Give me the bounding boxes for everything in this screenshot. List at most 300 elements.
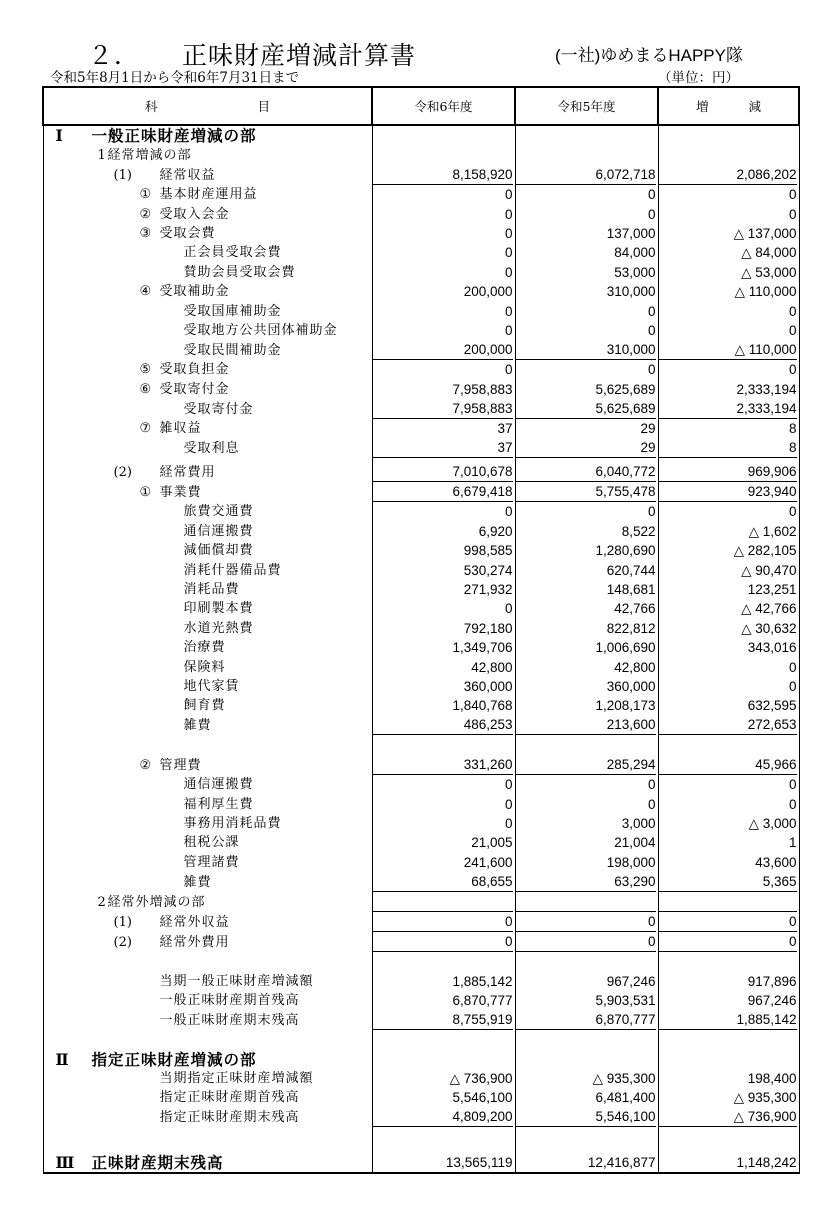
row-label: 雑費 — [184, 716, 372, 735]
row-marker: ⑤ — [139, 362, 152, 378]
difference-value — [658, 755, 799, 775]
difference-value — [658, 912, 799, 932]
difference-value — [658, 502, 799, 521]
row-label-cell — [43, 912, 372, 932]
amount: 45,966 — [659, 755, 797, 775]
amount: 21,004 — [614, 835, 656, 851]
previous-year-value — [515, 833, 658, 852]
current-year-value — [372, 892, 515, 912]
table-row — [43, 458, 799, 482]
table-row — [43, 204, 799, 223]
row-label: 福利厚生費 — [183, 796, 254, 812]
table-row — [43, 165, 799, 185]
amount: △ 110,000 — [734, 284, 797, 300]
current-year-value — [372, 1049, 515, 1068]
row-label-cell — [43, 833, 372, 852]
amount — [516, 126, 656, 145]
amount: 6,679,418 — [373, 482, 513, 502]
table-row — [43, 224, 799, 243]
row-label-cell — [43, 1127, 372, 1146]
row-label: 消耗品費 — [183, 582, 240, 598]
row-label: 事務用消耗品費 — [183, 815, 282, 831]
current-year-value — [372, 125, 515, 145]
difference-value — [658, 482, 799, 502]
current-year-value — [372, 599, 515, 618]
difference-value — [658, 1030, 799, 1049]
difference-value — [658, 852, 799, 871]
row-label: 受取民間補助金 — [184, 341, 372, 360]
amount: 0 — [659, 932, 797, 952]
title-text: 正味財産増減計算書 — [182, 41, 417, 70]
amount: 0 — [788, 777, 797, 793]
row-label: 受取入会金 — [159, 206, 230, 222]
row-label-cell — [43, 892, 372, 912]
previous-year-value — [515, 379, 658, 398]
row-label-cell — [43, 282, 372, 301]
table-row — [43, 502, 799, 521]
row-marker: ⑥ — [139, 381, 152, 397]
amount: 0 — [659, 912, 797, 932]
previous-year-value — [515, 580, 658, 599]
difference-value — [658, 657, 799, 676]
amount — [516, 1050, 656, 1069]
current-year-value — [372, 224, 515, 243]
current-year-value — [372, 560, 515, 579]
amount — [659, 1128, 797, 1147]
current-year-value — [372, 262, 515, 281]
table-row — [43, 301, 799, 320]
current-year-value — [372, 1069, 515, 1088]
amount: 0 — [504, 225, 513, 241]
row-label-cell — [43, 243, 372, 262]
previous-year-value — [515, 932, 658, 952]
row-label: 一般正味財産増減の部 — [91, 126, 257, 146]
row-label: 減価償却費 — [183, 543, 254, 559]
amount: 0 — [788, 796, 797, 812]
amount: 200,000 — [463, 284, 513, 300]
previous-year-value — [515, 204, 658, 223]
amount: 360,000 — [606, 678, 656, 694]
row-label: 消耗什器備品費 — [183, 562, 282, 578]
amount: 200,000 — [373, 340, 513, 360]
difference-value — [658, 1069, 799, 1088]
amount: 1,280,690 — [595, 543, 656, 559]
amount: △ 736,900 — [659, 1107, 797, 1127]
row-label-cell — [43, 458, 372, 482]
amount: 0 — [504, 245, 513, 261]
table-row — [43, 185, 799, 204]
table-row — [43, 715, 799, 735]
row-label-cell — [43, 775, 372, 794]
amount: 42,766 — [614, 601, 656, 617]
previous-year-value — [515, 775, 658, 794]
row-marker: ② — [139, 757, 152, 773]
amount: 29 — [640, 421, 656, 437]
amount: 68,655 — [373, 872, 513, 892]
row-marker: 2 — [97, 894, 106, 910]
previous-year-value — [515, 1010, 658, 1030]
amount: 123,251 — [747, 582, 797, 598]
amount: △ 110,000 — [659, 340, 797, 360]
amount: 0 — [788, 187, 797, 203]
table-row — [43, 892, 799, 912]
current-year-value — [372, 932, 515, 952]
row-label: 指定正味財産期末残高 — [160, 1108, 372, 1127]
amount — [373, 1030, 513, 1049]
table-row — [43, 872, 799, 892]
previous-year-value — [515, 438, 658, 458]
current-year-value — [372, 677, 515, 696]
table-row — [43, 833, 799, 852]
unit-label: （単位：円） — [658, 70, 739, 86]
amount: 0 — [504, 601, 513, 617]
previous-year-value — [515, 165, 658, 185]
row-marker: Ⅰ — [55, 126, 63, 146]
amount: 2,086,202 — [659, 165, 797, 185]
row-label: 管理費 — [136, 756, 372, 775]
amount: 0 — [647, 322, 656, 338]
amount: △ 3,000 — [748, 815, 797, 831]
statement-table — [42, 86, 800, 1174]
table-row — [43, 1107, 799, 1127]
previous-year-value — [515, 419, 658, 438]
amount: 1,148,242 — [736, 1154, 797, 1170]
difference-value — [658, 1088, 799, 1107]
current-year-value — [372, 145, 515, 164]
amount: 6,072,718 — [516, 165, 656, 185]
previous-year-value — [515, 321, 658, 340]
previous-year-value — [515, 715, 658, 735]
amount: 2,333,194 — [736, 381, 797, 397]
amount: △ 90,470 — [741, 562, 797, 578]
amount: 917,896 — [747, 973, 797, 989]
previous-year-value — [515, 952, 658, 971]
amount: 7,010,678 — [373, 462, 513, 482]
previous-year-value — [515, 892, 658, 912]
previous-year-value — [515, 145, 658, 164]
amount: 6,481,400 — [595, 1090, 656, 1106]
difference-value — [658, 321, 799, 340]
difference-value — [658, 1147, 799, 1173]
amount: △ 935,300 — [592, 1071, 656, 1087]
row-label-cell — [43, 541, 372, 560]
row-label: 当期指定正味財産増減額 — [159, 1071, 314, 1087]
row-label-cell — [43, 185, 372, 204]
previous-year-value — [515, 185, 658, 204]
amount: 29 — [516, 438, 656, 458]
header-previous-year: 令和5年度 — [515, 87, 658, 125]
amount: 0 — [788, 659, 797, 675]
amount: 7,958,883 — [373, 399, 513, 419]
current-year-value — [372, 419, 515, 438]
amount: 6,870,777 — [516, 1010, 656, 1030]
current-year-value — [372, 735, 515, 754]
previous-year-value — [515, 1127, 658, 1146]
current-year-value — [372, 618, 515, 637]
row-label-cell — [43, 952, 372, 971]
table-row — [43, 243, 799, 262]
amount: 792,180 — [463, 620, 513, 636]
amount: 3,000 — [621, 815, 656, 831]
amount: 13,565,119 — [445, 1154, 513, 1170]
amount: 0 — [788, 678, 797, 694]
row-marker: ① — [139, 485, 152, 501]
row-marker: (2) — [113, 934, 132, 950]
table-row — [43, 145, 799, 164]
current-year-value — [372, 1147, 515, 1173]
previous-year-value — [515, 599, 658, 618]
amount: 343,016 — [747, 640, 797, 656]
amount — [659, 1050, 797, 1069]
amount — [659, 736, 797, 755]
amount: 0 — [504, 362, 513, 378]
row-marker: (2) — [113, 465, 132, 481]
difference-value — [658, 775, 799, 794]
table-row — [43, 1127, 799, 1146]
current-year-value — [372, 360, 515, 379]
row-label-cell — [43, 715, 372, 735]
row-label: 正味財産期末残高 — [91, 1152, 224, 1172]
row-label-cell — [43, 794, 372, 813]
previous-year-value — [515, 360, 658, 379]
table-row — [43, 852, 799, 871]
amount: 213,600 — [516, 715, 656, 735]
amount: 632,595 — [747, 698, 797, 714]
table-row — [43, 912, 799, 932]
amount: 0 — [504, 322, 513, 338]
table-row — [43, 521, 799, 540]
row-label-cell — [43, 340, 372, 360]
amount: △ 53,000 — [741, 264, 797, 280]
row-label-cell — [43, 1030, 372, 1049]
amount: 310,000 — [516, 340, 656, 360]
row-label-cell — [43, 1147, 372, 1173]
previous-year-value — [515, 618, 658, 637]
amount: 0 — [647, 303, 656, 319]
amount: 0 — [647, 796, 656, 812]
current-year-value — [372, 657, 515, 676]
amount: 0 — [647, 362, 656, 378]
amount: 12,416,877 — [587, 1154, 656, 1170]
amount: 8,755,919 — [373, 1010, 513, 1030]
amount — [373, 126, 513, 145]
previous-year-value — [515, 560, 658, 579]
row-label: 印刷製本費 — [183, 601, 254, 617]
row-label-cell — [43, 814, 372, 833]
amount: 0 — [647, 777, 656, 793]
amount: 0 — [504, 504, 513, 520]
amount: 0 — [647, 504, 656, 520]
row-label: 受取国庫補助金 — [183, 303, 282, 319]
amount — [373, 146, 513, 165]
row-label-cell — [43, 560, 372, 579]
difference-value — [658, 618, 799, 637]
amount: 241,600 — [463, 854, 513, 870]
table-row — [43, 794, 799, 813]
amount: 84,000 — [614, 245, 656, 261]
row-label: 事業費 — [136, 483, 372, 502]
row-label-cell — [43, 482, 372, 502]
amount: 0 — [504, 777, 513, 793]
amount: 0 — [373, 912, 513, 932]
current-year-value — [372, 794, 515, 813]
row-label: 経常増減の部 — [107, 147, 192, 163]
table-row — [43, 379, 799, 398]
row-marker: ④ — [139, 284, 152, 300]
header-item: 科 目 — [43, 87, 372, 125]
previous-year-value — [515, 1030, 658, 1049]
previous-year-value — [515, 521, 658, 540]
difference-value — [658, 438, 799, 458]
difference-value — [658, 282, 799, 301]
amount: 822,812 — [606, 620, 656, 636]
table-row — [43, 340, 799, 360]
row-label: 治療費 — [183, 640, 226, 656]
row-label: 通信運搬費 — [183, 523, 254, 539]
table-header-row — [43, 87, 799, 125]
difference-value — [658, 794, 799, 813]
row-label-cell — [43, 1049, 372, 1068]
amount: 148,681 — [606, 582, 656, 598]
row-label: 保険料 — [183, 659, 226, 675]
previous-year-value — [515, 301, 658, 320]
row-label-cell — [43, 125, 372, 145]
row-label-cell — [43, 755, 372, 775]
amount: 0 — [788, 362, 797, 378]
amount: 37 — [497, 421, 513, 437]
previous-year-value — [515, 340, 658, 360]
amount — [659, 952, 797, 971]
amount: 6,920 — [478, 523, 513, 539]
table-row — [43, 696, 799, 715]
table-row — [43, 541, 799, 560]
row-label-cell — [43, 677, 372, 696]
previous-year-value — [515, 482, 658, 502]
amount: △ 1,602 — [748, 523, 797, 539]
row-label-cell — [43, 399, 372, 419]
row-label-cell — [43, 165, 372, 185]
title-number: ２． — [88, 41, 141, 70]
current-year-value — [372, 502, 515, 521]
amount — [373, 892, 513, 912]
amount: 5,625,689 — [595, 381, 656, 397]
row-label: 受取寄付金 — [159, 381, 230, 397]
amount: 1,349,706 — [452, 640, 513, 656]
row-marker: ② — [139, 206, 152, 222]
row-label-cell — [43, 638, 372, 657]
table-row — [43, 775, 799, 794]
row-label: 経常外収益 — [110, 913, 372, 932]
table-row — [43, 321, 799, 340]
amount: 42,800 — [614, 659, 656, 675]
row-label-cell — [43, 1107, 372, 1127]
row-marker: Ⅲ — [55, 1152, 75, 1172]
header-difference: 増 減 — [658, 87, 799, 125]
current-year-value — [372, 1107, 515, 1127]
table-row — [43, 638, 799, 657]
row-label: 受取会費 — [159, 225, 216, 241]
row-label-cell — [43, 696, 372, 715]
amount: 0 — [788, 322, 797, 338]
previous-year-value — [515, 852, 658, 871]
amount — [373, 1128, 513, 1147]
amount: 5,546,100 — [452, 1090, 513, 1106]
amount: 0 — [504, 264, 513, 280]
row-label: 賛助会員受取会費 — [183, 264, 296, 280]
difference-value — [658, 952, 799, 971]
difference-value — [658, 1010, 799, 1030]
table-row — [43, 282, 799, 301]
current-year-value — [372, 775, 515, 794]
previous-year-value — [515, 125, 658, 145]
row-label-cell — [43, 580, 372, 599]
amount: 923,940 — [659, 482, 797, 502]
row-label-cell — [43, 204, 372, 223]
amount — [659, 146, 797, 165]
difference-value — [658, 419, 799, 438]
amount: △ 137,000 — [733, 225, 797, 241]
current-year-value — [372, 321, 515, 340]
table-row — [43, 814, 799, 833]
row-label-cell — [43, 224, 372, 243]
amount: 4,809,200 — [373, 1107, 513, 1127]
current-year-value — [372, 755, 515, 775]
amount: 0 — [788, 206, 797, 222]
table-row — [43, 677, 799, 696]
amount: 8 — [788, 421, 797, 437]
table-row — [43, 735, 799, 754]
row-label-cell — [43, 932, 372, 952]
current-year-value — [372, 833, 515, 852]
row-marker: (1) — [113, 167, 132, 183]
table-row — [43, 971, 799, 990]
amount: 360,000 — [463, 678, 513, 694]
amount: △ 736,900 — [449, 1071, 513, 1087]
current-year-value — [372, 1030, 515, 1049]
row-label-cell — [43, 991, 372, 1010]
table-row — [43, 1010, 799, 1030]
amount: 272,653 — [659, 715, 797, 735]
table-row — [43, 482, 799, 502]
table-row — [43, 618, 799, 637]
difference-value — [658, 360, 799, 379]
current-year-value — [372, 580, 515, 599]
row-label-cell — [43, 1010, 372, 1030]
amount: 0 — [788, 504, 797, 520]
previous-year-value — [515, 502, 658, 521]
current-year-value — [372, 340, 515, 360]
table-row — [43, 1030, 799, 1049]
amount: 5,625,689 — [516, 399, 656, 419]
previous-year-value — [515, 243, 658, 262]
row-label: 管理諸費 — [183, 854, 240, 870]
difference-value — [658, 301, 799, 320]
table-row — [43, 1147, 799, 1173]
difference-value — [658, 1049, 799, 1068]
table-row — [43, 125, 799, 145]
amount: 331,260 — [373, 755, 513, 775]
difference-value — [658, 696, 799, 715]
difference-value — [658, 971, 799, 990]
amount: 967,246 — [606, 973, 656, 989]
difference-value — [658, 521, 799, 540]
amount: 6,870,777 — [452, 992, 513, 1008]
previous-year-value — [515, 1069, 658, 1088]
current-year-value — [372, 1127, 515, 1146]
row-label-cell — [43, 1088, 372, 1107]
fiscal-period: 令和5年8月1日から令和6年7月31日まで — [50, 70, 300, 86]
row-marker: ③ — [139, 225, 152, 241]
